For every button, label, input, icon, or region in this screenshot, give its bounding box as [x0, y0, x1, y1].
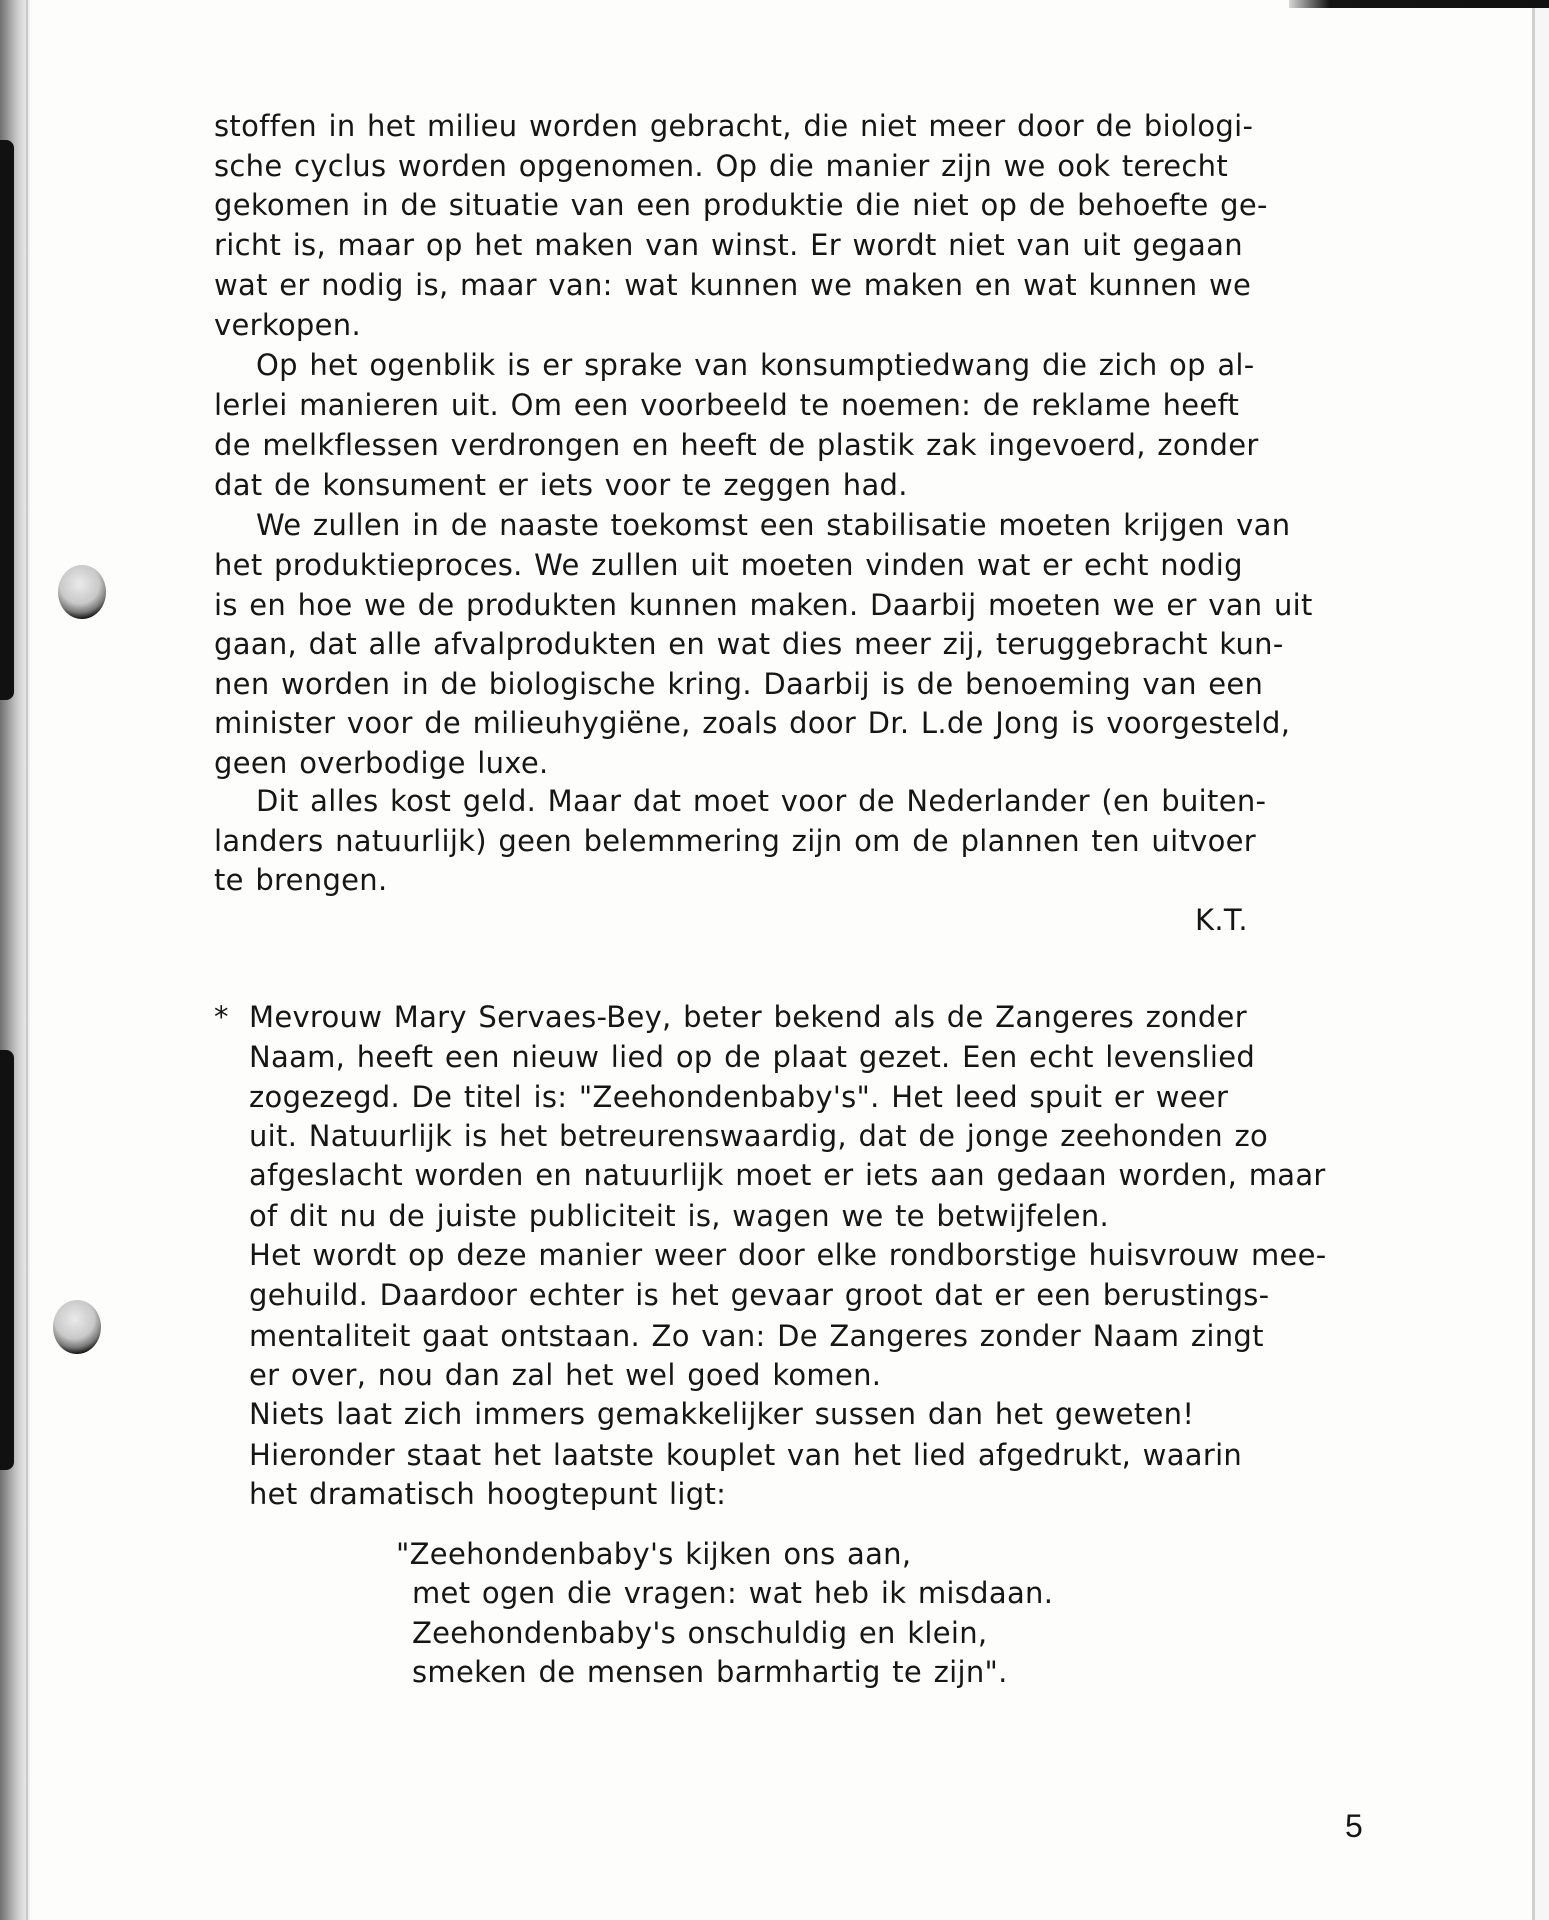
verse-line: Zeehondenbaby's onschuldig en klein,	[412, 1616, 988, 1650]
text-line: gaan, dat alle afvalprodukten en wat dies meer zij, teruggebracht kun-	[214, 627, 1284, 661]
verse-line: smeken de mensen barmhartig te zijn".	[412, 1655, 1008, 1689]
text-line: dat de konsument er iets voor te zeggen had.	[214, 468, 908, 502]
text-line: Hieronder staat het laatste kouplet van het lied afgedrukt, waarin	[249, 1438, 1243, 1472]
text-line: of dit nu de juiste publiciteit is, wagen we te betwijfelen.	[249, 1199, 1110, 1233]
text-line: uit. Natuurlijk is het betreurenswaardig, dat de jonge zeehonden zo	[249, 1119, 1269, 1153]
text-line: minister voor de milieuhygiëne, zoals door Dr. L.de Jong is voorgesteld,	[214, 706, 1291, 740]
text-line: mentaliteit gaat ontstaan. Zo van: De Zangeres zonder Naam zingt	[249, 1319, 1264, 1353]
text-line: afgeslacht worden en natuurlijk moet er iets aan gedaan worden, maar	[249, 1158, 1326, 1192]
text-line: sche cyclus worden opgenomen. Op die manier zijn we ook terecht	[214, 149, 1229, 183]
footnote-marker: *	[214, 1000, 229, 1034]
scan-fold-line	[26, 0, 28, 1920]
scan-right-margin	[1535, 0, 1549, 1920]
scan-shadow	[0, 140, 14, 700]
text-line: lerlei manieren uit. Om een voorbeeld te noemen: de reklame heeft	[214, 388, 1240, 422]
text-line: is en hoe we de produkten kunnen maken. Daarbij moeten we er van uit	[214, 588, 1313, 622]
verse-line: "Zeehondenbaby's kijken ons aan,	[396, 1537, 912, 1571]
text-line: gekomen in de situatie van een produktie die niet op de behoefte ge-	[214, 188, 1268, 222]
verse-line: met ogen die vragen: wat heb ik misdaan.	[412, 1576, 1054, 1610]
text-line: het produktieproces. We zullen uit moeten vinden wat er echt nodig	[214, 548, 1243, 582]
text-line: er over, nou dan zal het wel goed komen.	[249, 1358, 882, 1392]
punch-hole-icon	[53, 1300, 101, 1354]
text-line: geen overbodige luxe.	[214, 746, 549, 780]
text-line: richt is, maar op het maken van winst. Er wordt niet van uit gegaan	[214, 228, 1243, 262]
text-line: Op het ogenblik is er sprake van konsumptiedwang die zich op al-	[256, 348, 1255, 382]
text-line: Dit alles kost geld. Maar dat moet voor de Nederlander (en buiten-	[256, 784, 1267, 818]
scan-right-edge	[1532, 0, 1535, 1920]
text-line: nen worden in de biologische kring. Daarbij is de benoeming van een	[214, 667, 1264, 701]
text-line: stoffen in het milieu worden gebracht, die niet meer door de biologi-	[214, 109, 1254, 143]
text-line: zogezegd. De titel is: "Zeehondenbaby's". Het leed spuit er weer	[249, 1080, 1229, 1114]
scan-top-edge	[1289, 0, 1549, 8]
page-number: 5	[1345, 1808, 1363, 1844]
text-line: Naam, heeft een nieuw lied op de plaat gezet. Een echt levenslied	[249, 1040, 1256, 1074]
text-line: te brengen.	[214, 863, 388, 897]
text-line: gehuild. Daardoor echter is het gevaar groot dat er een berustings-	[249, 1278, 1270, 1312]
text-line: Het wordt op deze manier weer door elke rondborstige huisvrouw mee-	[249, 1238, 1327, 1272]
text-line: Niets laat zich immers gemakkelijker sussen dan het geweten!	[249, 1397, 1195, 1431]
scan-shadow	[0, 1050, 14, 1470]
text-line: wat er nodig is, maar van: wat kunnen we maken en wat kunnen we	[214, 268, 1252, 302]
text-line: de melkflessen verdrongen en heeft de plastik zak ingevoerd, zonder	[214, 428, 1259, 462]
text-line: We zullen in de naaste toekomst een stabilisatie moeten krijgen van	[256, 508, 1291, 542]
text-line: Mevrouw Mary Servaes-Bey, beter bekend als de Zangeres zonder	[249, 1000, 1247, 1034]
text-line: verkopen.	[214, 308, 361, 342]
author-signature: K.T.	[1195, 903, 1248, 937]
text-line: het dramatisch hoogtepunt ligt:	[249, 1477, 727, 1511]
text-line: landers natuurlijk) geen belemmering zijn om de plannen ten uitvoer	[214, 824, 1257, 858]
punch-hole-icon	[58, 565, 106, 619]
